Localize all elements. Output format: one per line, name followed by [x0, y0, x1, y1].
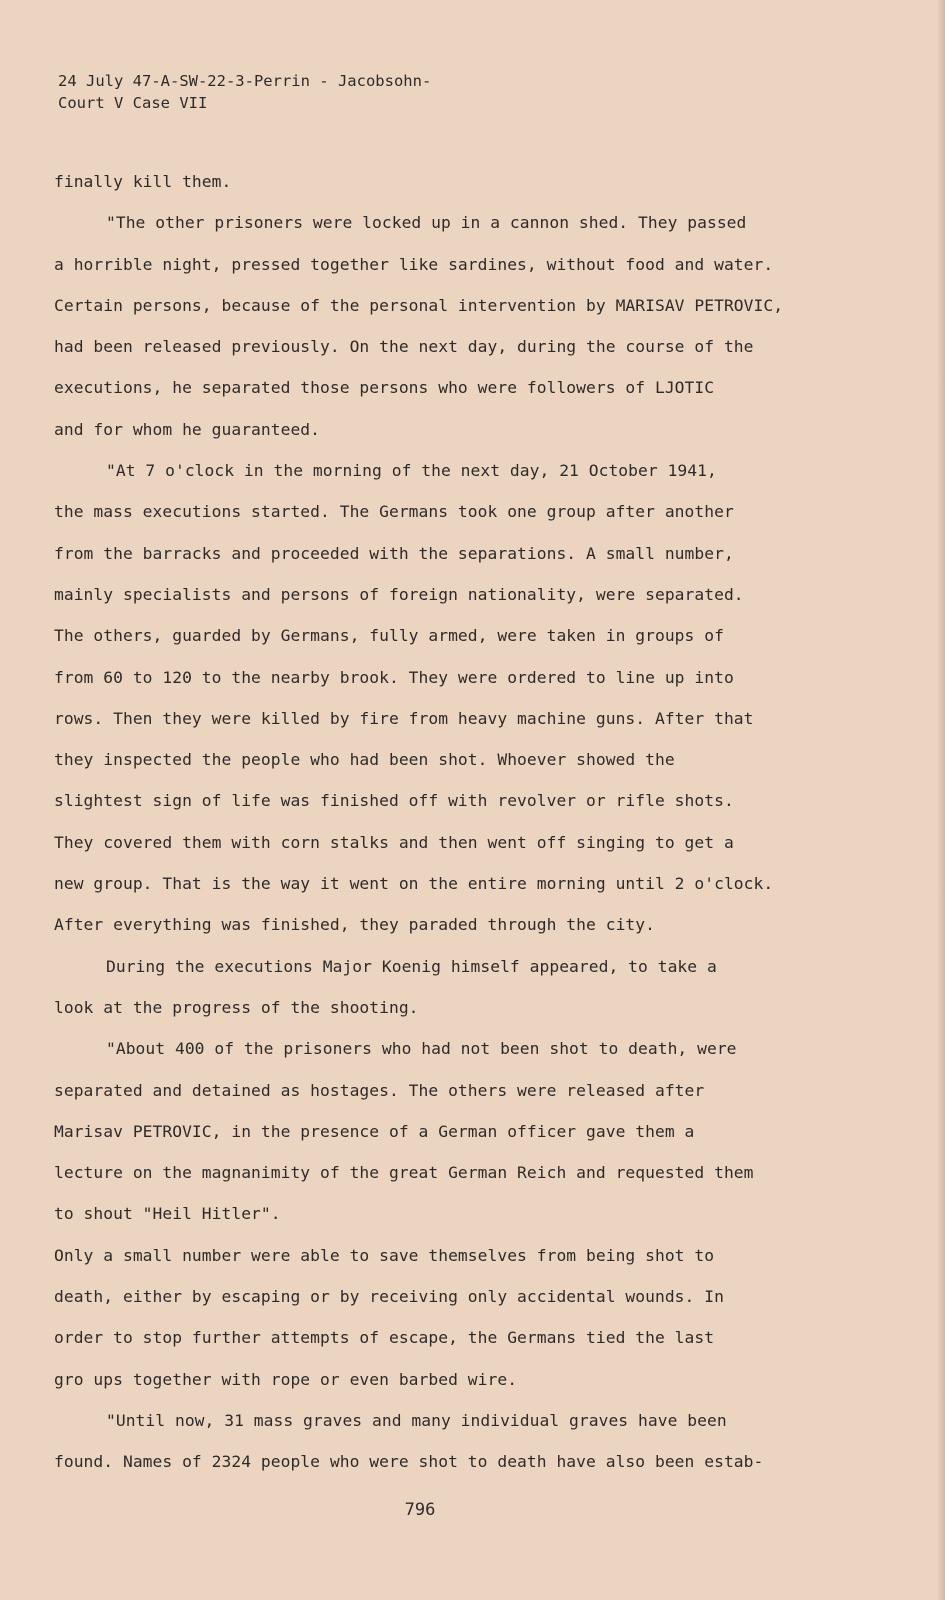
text-line: finally kill them.	[54, 172, 232, 191]
text-line: Only a small number were able to save themselves from being shot to	[54, 1245, 715, 1265]
text-line: During the executions Major Koenig himself appeared, to take a	[106, 956, 717, 976]
text-line: slightest sign of life was finished off with revolver or rifle shots.	[54, 791, 734, 811]
text-line: they inspected the people who had been shot. Whoever showed the	[54, 750, 675, 770]
text-line: "About 400 of the prisoners who had not been shot to death, were	[106, 1039, 737, 1059]
text-line: order to stop further attempts of escape, the Germans tied the last	[54, 1328, 715, 1348]
text-line: from 60 to 120 to the nearby brook. They were ordered to line up into	[54, 667, 734, 687]
text-line: death, either by escaping or by receiving only accidental wounds. In	[54, 1287, 724, 1307]
header-court-line: Court V Case VII	[58, 94, 208, 112]
text-line: executions, he separated those persons who were followers of LJOTIC	[54, 378, 715, 398]
text-line: had been released previously. On the next day, during the course of the	[54, 337, 754, 357]
text-line: After everything was finished, they paraded through the city.	[54, 915, 655, 935]
text-line: new group. That is the way it went on the entire morning until 2 o'clock.	[54, 874, 774, 894]
text-line: from the barracks and proceeded with the separations. A small number,	[54, 543, 734, 563]
page-number: 796	[404, 1500, 436, 1520]
text-line: The others, guarded by Germans, fully armed, were taken in groups of	[54, 626, 724, 646]
text-line: found. Names of 2324 people who were shot to death have also been estab-	[54, 1452, 764, 1472]
text-line: mainly specialists and persons of foreign nationality, were separated.	[54, 584, 744, 604]
text-line: "At 7 o'clock in the morning of the next day, 21 October 1941,	[106, 461, 717, 481]
document-header	[58, 70, 431, 114]
text-line: separated and detained as hostages. The others were released after	[54, 1080, 705, 1100]
text-line: a horrible night, pressed together like sardines, without food and water.	[54, 254, 774, 274]
text-line: look at the progress of the shooting.	[54, 997, 419, 1017]
document-body	[54, 172, 854, 1494]
text-line: Marisav PETROVIC, in the presence of a German officer gave them a	[54, 1121, 695, 1141]
text-line: the mass executions started. The Germans took one group after another	[54, 502, 734, 522]
header-reference-line: 24 July 47-A-SW-22-3-Perrin - Jacobsohn-	[58, 72, 432, 90]
text-line: to shout "Heil Hitler".	[54, 1204, 281, 1224]
text-line: and for whom he guaranteed.	[54, 419, 321, 439]
text-line: Certain persons, because of the personal intervention by MARISAV PETROVIC,	[54, 295, 784, 315]
text-line: rows. Then they were killed by fire from heavy machine guns. After that	[54, 708, 754, 728]
text-line: gro ups together with rope or even barbed wire.	[54, 1369, 518, 1389]
text-line: They covered them with corn stalks and then went off singing to get a	[54, 832, 734, 852]
text-line: "The other prisoners were locked up in a cannon shed. They passed	[106, 213, 747, 233]
text-line: lecture on the magnanimity of the great German Reich and requested them	[54, 1163, 754, 1183]
text-line: "Until now, 31 mass graves and many individual graves have been	[106, 1410, 727, 1430]
